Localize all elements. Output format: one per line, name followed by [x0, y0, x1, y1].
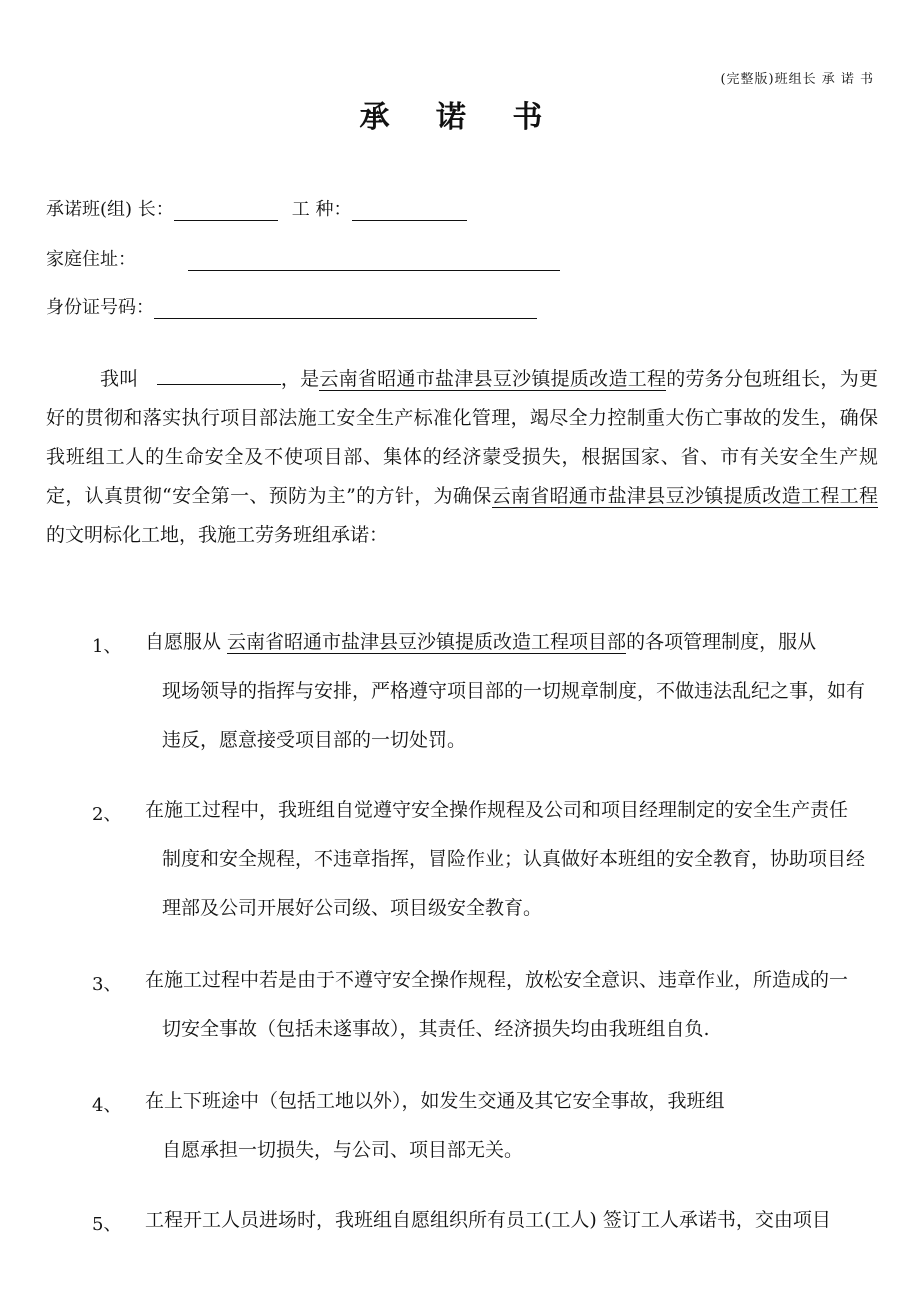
- address-label: 家庭住址：: [46, 249, 136, 270]
- address-blank[interactable]: [188, 250, 560, 271]
- item-continuation: 制度和安全规程，不违章指挥，冒险作业；认真做好本班组的安全教育，协助项目经理部及公司开展好公司级、项目级安全教育。: [162, 848, 866, 919]
- leader-label: 承诺班(组) 长：: [46, 199, 174, 220]
- item-number: 4、: [92, 1095, 122, 1116]
- intro-text-2: ，是: [280, 368, 320, 390]
- project-name-2: 云南省昭通市盐津县豆沙镇提质改造工程工程: [491, 485, 878, 507]
- commitment-item: [145, 618, 880, 765]
- id-field-row: [46, 293, 537, 319]
- item-continuation: 现场领导的指挥与安排，严格遵守项目部的一切规章制度，不做违法乱纪之事，如有违反，愿意接受项目部的一切处罚。: [162, 680, 866, 751]
- item-continuation: 切安全事故（包括未遂事故），其责任、经济损失均由我班组自负.: [162, 1018, 710, 1040]
- id-label: 身份证号码：: [46, 297, 154, 318]
- item-number: 1、: [92, 636, 122, 657]
- commitment-item: [145, 956, 880, 1054]
- trade-label: 工 种：: [291, 199, 352, 220]
- project-department-name: 云南省昭通市盐津县豆沙镇提质改造工程项目部: [227, 631, 627, 653]
- intro-text-1: 我叫: [100, 368, 139, 390]
- intro-paragraph: [46, 360, 878, 555]
- item-number: 5、: [92, 1214, 122, 1235]
- address-field-row: [46, 245, 560, 271]
- commitment-item: [145, 1077, 880, 1175]
- item-continuation: 自愿承担一切损失，与公司、项目部无关。: [162, 1139, 524, 1161]
- leader-blank[interactable]: [174, 200, 278, 221]
- item-number: 2、: [92, 804, 122, 825]
- item-text: 工程开工人员进场时，我班组自愿组织所有员工(工人) 签订工人承诺书，交由项目: [145, 1209, 831, 1231]
- document-header: (完整版)班组长 承 诺 书: [720, 72, 874, 87]
- item-text: 自愿服从: [145, 631, 228, 653]
- item-text: 在施工过程中，我班组自觉遵守安全操作规程及公司和项目经理制定的安全生产责任: [145, 799, 849, 821]
- leader-field-row: [46, 195, 467, 221]
- trade-blank[interactable]: [352, 200, 467, 221]
- item-number: 3、: [92, 974, 122, 995]
- item-text: 在施工过程中若是由于不遵守安全操作规程，放松安全意识、违章作业，所造成的一: [145, 969, 849, 991]
- commitment-item: [145, 1196, 880, 1245]
- commitment-item: [145, 786, 880, 933]
- project-name: 云南省昭通市盐津县豆沙镇提质改造工程: [319, 368, 667, 390]
- name-blank[interactable]: [157, 370, 281, 385]
- id-blank[interactable]: [154, 298, 537, 319]
- intro-text-3: 的劳务分包班组长，为更好的贯彻和落实执行项目部法施工安全生产标准化管理，竭尽全力控制重大伤亡事故的发生，确保我班组工人的生命安全及不使项目部、集体的经济蒙受损失，根据国家、省、市有关安全生产规定，认真贯彻“安全第一、预防为主”的方针，为确保: [46, 368, 878, 507]
- intro-text-4: 的文明标化工地，我施工劳务班组承诺：: [46, 524, 389, 546]
- item-text: 的各项管理制度，服从: [626, 631, 817, 653]
- item-text: 在上下班途中（包括工地以外），如发生交通及其它安全事故，我班组: [145, 1090, 725, 1112]
- page-title: 承 诺 书: [359, 100, 561, 135]
